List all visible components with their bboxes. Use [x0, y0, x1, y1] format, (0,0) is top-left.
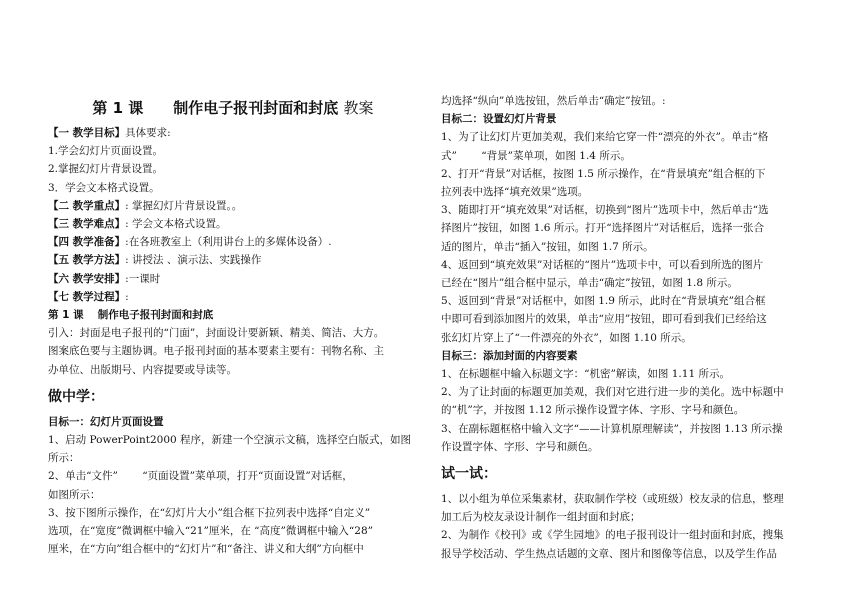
- try-line: 加工后为校友录设计制作一组封面和封底；: [441, 511, 641, 524]
- objective-line: [48, 288, 418, 306]
- intro-line: 引入：封面是电子报刊的“门面”，封面设计要新颖、精美、简洁、大方。: [48, 327, 385, 340]
- continued-step: [441, 92, 813, 110]
- goal-three-heading: 目标三：添加封面的内容要素: [441, 349, 578, 362]
- objective-line: [48, 142, 418, 160]
- step-line: 厘米，在“方向”组合框中的“幻灯片”和“备注、讲义和大纲”方向框中: [48, 543, 364, 556]
- intro-line: 办单位、出版期号、内容提要或导读等。: [48, 363, 237, 376]
- objective-line: [48, 179, 418, 197]
- objective-text: :: [125, 290, 129, 303]
- step-line: 作设置字体、字形、字号和颜色。: [441, 440, 599, 453]
- objective-label: 【二 教学重点】: [48, 199, 126, 212]
- objective-text: 3．学会文本格式设置。: [48, 181, 160, 194]
- objective-text: 2.掌握幻灯片背景设置。: [48, 163, 164, 176]
- right-column: [441, 92, 813, 563]
- step-line: 3、随即打开“填充效果”对话框，切换到“图片”选项卡中，然后单击“选: [441, 204, 769, 217]
- objective-text: : 讲授法 、演示法、实践操作: [125, 254, 262, 267]
- objective-label: 【四 教学准备】: [48, 236, 126, 249]
- try-it-steps: [441, 490, 813, 563]
- step-line: 所示：: [48, 452, 80, 465]
- step-line: 1、启动 PowerPoint2000 程序，新建一个空演示文稿，选择空白版式，如图: [48, 434, 412, 447]
- step-line: 中即可看到添加图片的效果，单击“应用”按钮，即可看到我们已经给这: [441, 313, 767, 326]
- step-line: 张幻灯片穿上了“一件漂亮的外衣”，如图 1.10 所示。: [441, 331, 692, 344]
- step-line: 4、返回到“填充效果”对话框的“图片”选项卡中，可以看到所选的图片: [441, 258, 764, 271]
- objective-text: :一课时: [125, 272, 161, 285]
- objective-line: [48, 124, 418, 142]
- left-column: [48, 124, 418, 558]
- step-line: 的“机”字，并按图 1.12 所示操作设置字体、字形、字号和颜色。: [441, 404, 745, 417]
- section-heading-learn-by-doing: 做中学：: [48, 388, 104, 405]
- step-line: 择图片”按钮，如图 1.6 所示。打开“选择图片”对话框后，选择一张合: [441, 222, 764, 235]
- goal-three-steps: [441, 365, 813, 456]
- lesson-title-suffix: 教案: [343, 99, 374, 117]
- objective-label: 【五 教学方法】: [48, 254, 126, 267]
- step-line: 1、为了让幻灯片更加美观，我们来给它穿一件“漂亮的外衣”。单击“格: [441, 131, 769, 144]
- step-line: 2、单击“文件” “页面设置”菜单项，打开“页面设置”对话框，: [48, 470, 353, 483]
- objective-label: 【一 教学目标】: [48, 127, 126, 139]
- objective-line: [48, 160, 418, 178]
- objective-line: [48, 233, 418, 251]
- objective-text: : 学会文本格式设置。: [125, 218, 227, 231]
- objective-label: 第 1 课 制作电子报刊封面和封底: [48, 309, 214, 322]
- step-line: 5、返回到“背景”对话框中，如图 1.9 所示，此时在“背景填充”组合框: [441, 295, 766, 308]
- objective-line: [48, 251, 418, 269]
- lesson-title-main: 第 1 课 制作电子报刊封面和封底: [92, 99, 339, 117]
- objective-text: 1.学会幻灯片页面设置。: [48, 145, 164, 158]
- step-line: 3、在副标题框格中输入文字“——计算机原理解读”，并按图 1.13 所示操: [441, 422, 783, 435]
- objective-label: 【六 教学安排】: [48, 272, 126, 285]
- step-line: 拉列表中选择“填充效果”选项。: [441, 186, 589, 199]
- objective-label: 【七 教学过程】: [48, 290, 126, 303]
- try-line: 2、为制作《校刊》或《学生园地》的电子报刊设计一组封面和封底，搜集: [441, 529, 784, 542]
- objective-text: 具体要求:: [125, 127, 171, 139]
- step-line: 1、在标题框中输入标题文字：“机密”解读，如图 1.11 所示。: [441, 368, 730, 381]
- try-line: 1、以小组为单位采集素材，获取制作学校（或班级）校友录的信息，整理: [441, 493, 784, 506]
- step-line: 选项，在“宽度”微调框中输入“21”厘米，在 “高度”微调框中输入“28”: [48, 525, 374, 538]
- objective-line: [48, 306, 418, 324]
- objective-text: :在各班教室上（利用讲台上的多媒体设备）.: [125, 236, 332, 249]
- step-line: 适的图片，单击“插入”按钮，如图 1.7 所示。: [441, 240, 654, 253]
- objective-line: [48, 270, 418, 288]
- goal-one-heading: 目标一：幻灯片页面设置: [48, 415, 164, 428]
- step-line: 3、按下图所示操作，在“幻灯片大小”组合框下拉列表中选择“自定义”: [48, 506, 371, 519]
- step-line: 2、打开“背景”对话框，按图 1.5 所示操作，在“背景填充”组合框的下: [441, 167, 766, 180]
- goal-two-steps: [441, 128, 813, 346]
- objective-line: [48, 215, 418, 233]
- goal-one-steps: [48, 431, 418, 558]
- step-line: 已经在“图片”组合框中显示，单击“确定”按钮，如图 1.8 所示。: [441, 277, 738, 290]
- step-line: 如图所示：: [48, 488, 101, 501]
- section-heading-try-it: 试一试：: [441, 466, 497, 483]
- objective-label: 【三 教学难点】: [48, 218, 126, 231]
- objectives-list: [48, 124, 418, 324]
- intro-line: 图案底色要与主题协调。电子报刊封面的基本要素主要有：刊物名称、主: [48, 345, 384, 358]
- lesson-title: [48, 97, 418, 118]
- step-line: 式” “背景”菜单项，如图 1.4 所示。: [441, 149, 631, 162]
- try-line: 报导学校活动、学生热点话题的文章、图片和图像等信息，以及学生作品: [441, 547, 777, 560]
- objective-line: [48, 197, 418, 215]
- step-line: 2、为了让封面的标题更加美观，我们对它进行进一步的美化。选中标题中: [441, 386, 784, 399]
- objective-text: : 掌握幻灯片背景设置。。: [125, 199, 243, 212]
- intro-paragraph: [48, 324, 418, 379]
- step-line: 均选择“纵向”单选按钮，然后单击“确定”按钮。:: [441, 95, 666, 107]
- goal-two-heading: 目标二：设置幻灯片背景: [441, 113, 557, 126]
